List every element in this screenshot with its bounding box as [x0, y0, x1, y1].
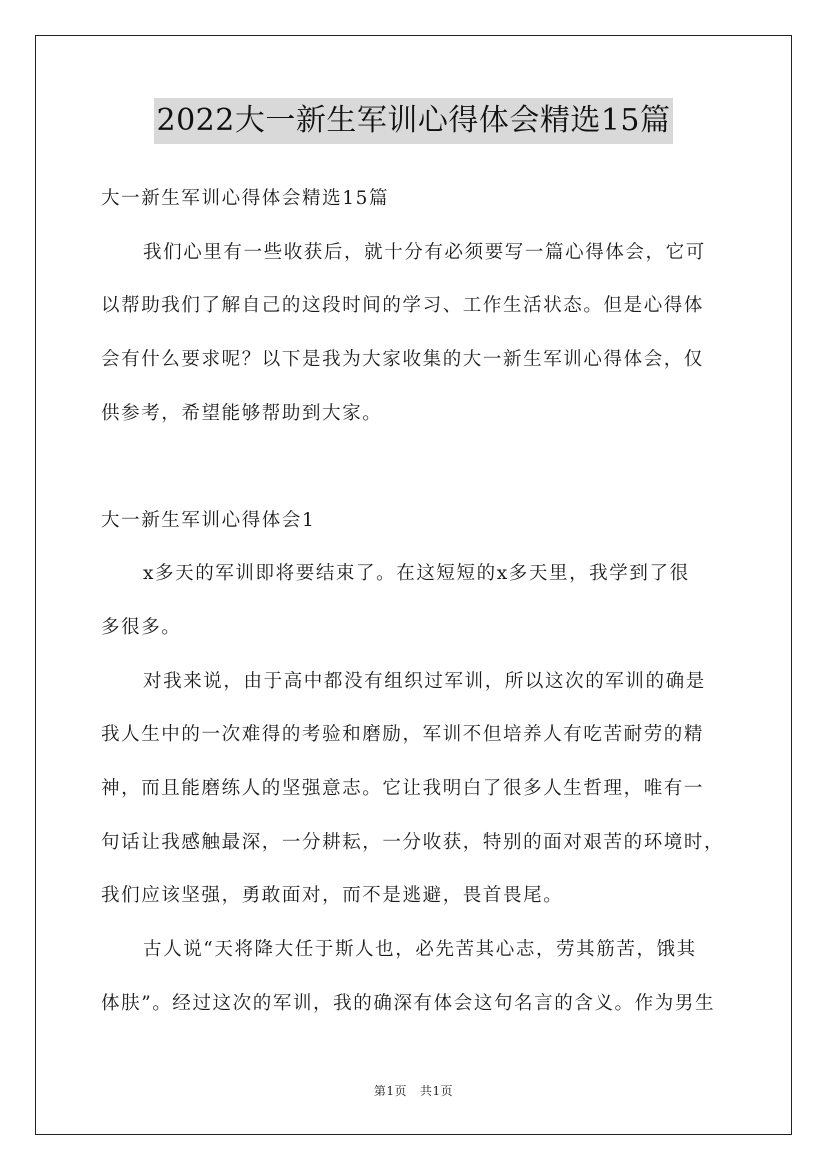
paragraph-gap	[101, 441, 729, 494]
intro-line: 以帮助我们了解自己的这段时间的学习、工作生活状态。但是心得体	[101, 295, 705, 317]
body-line: 古人说“天将降大任于斯人也，必先苦其心志，劳其筋苦，饿其	[143, 939, 697, 961]
body-line: 句话让我感触最深，一分耕耘，一分收获，特别的面对艰苦的环境时，	[101, 831, 725, 853]
page-footer	[0, 1082, 827, 1099]
body-line: 多很多。	[101, 616, 182, 638]
title-container	[0, 98, 827, 144]
intro-line: 我们心里有一些收获后，就十分有必须要写一篇心得体会，它可	[143, 241, 706, 263]
document-body	[101, 172, 729, 1031]
section-heading: 大一新生军训心得体会1	[101, 509, 316, 531]
subtitle-line: 大一新生军训心得体会精选15篇	[101, 188, 390, 209]
intro-line: 会有什么要求呢？以下是我为大家收集的大一新生军训心得体会，仅	[101, 349, 705, 371]
body-line: 神，而且能磨练人的坚强意志。它让我明白了很多人生哲理，唯有一	[101, 778, 705, 800]
page-number: 第1页	[373, 1084, 408, 1098]
body-line: 我们应该坚强，勇敢面对，而不是逃避，畏首畏尾。	[101, 885, 564, 907]
intro-line: 供参考，希望能够帮助到大家。	[101, 402, 383, 424]
body-line: x多天的军训即将要结束了。在这短短的x多天里，我学到了很	[143, 563, 690, 585]
body-line: 体肤”。经过这次的军训，我的确深有体会这句名言的含义。作为男生	[101, 992, 716, 1014]
body-line: 我人生中的一次难得的考验和磨励，军训不但培养人有吃苦耐劳的精	[101, 724, 705, 746]
body-line: 对我来说，由于高中都没有组织过军训，所以这次的军训的确是	[143, 670, 706, 692]
document-title: 2022大一新生军训心得体会精选15篇	[154, 98, 672, 144]
page-total: 共1页	[419, 1084, 454, 1098]
